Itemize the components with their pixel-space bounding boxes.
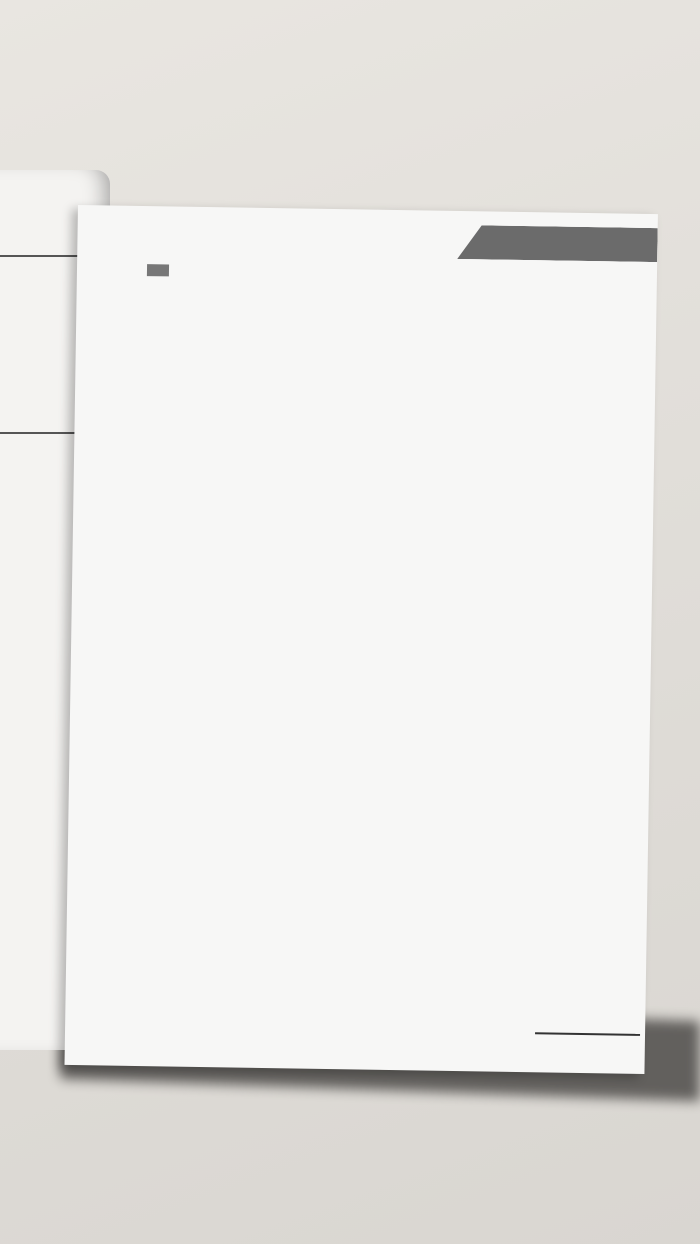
contents-page: [64, 205, 657, 1074]
legend-text: [145, 264, 575, 271]
legend-symbol-icon: [147, 264, 169, 276]
title-banner: [457, 225, 658, 262]
footer-rule: [535, 1032, 640, 1036]
